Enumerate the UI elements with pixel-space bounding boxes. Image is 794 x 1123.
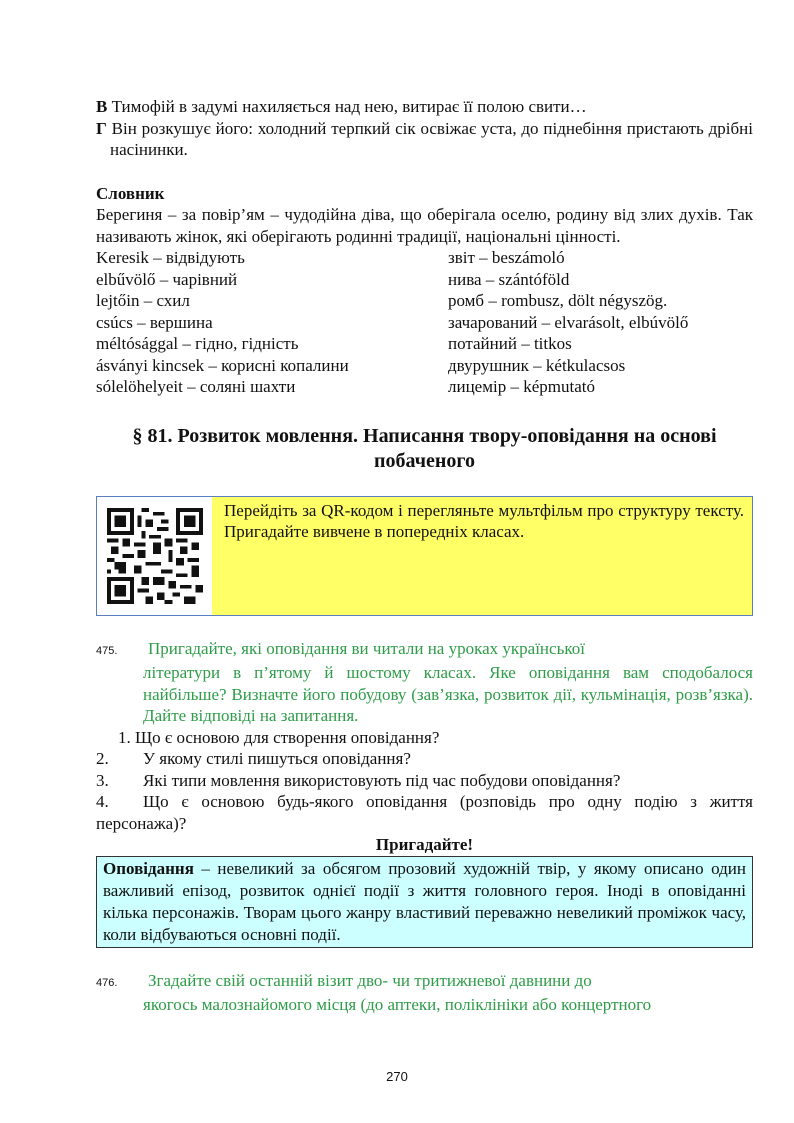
dict-right-item: ромб – rombusz, dölt négyszög. — [448, 291, 668, 310]
task-text-first: Пригадайте, які оповідання ви читали на уроках української — [148, 638, 585, 658]
question-number: 4. — [96, 792, 109, 811]
dict-right-item: зачарований – elvarásolt, elbúvölő — [448, 312, 689, 332]
question-number: 3. — [96, 770, 109, 790]
question-item — [96, 748, 753, 770]
qr-code-icon — [107, 504, 203, 608]
option-v — [96, 96, 753, 118]
task-number: 476. — [96, 976, 118, 989]
task-text-first: Згадайте свій останній візит дво- чи тритижневої давнини до — [148, 970, 592, 990]
task-text-rest: якогось малознайомого місця (до аптеки, поліклініки або концертного — [143, 995, 652, 1014]
option-text: Тимофій в задумі нахиляється над нею, витирає її полою свити… — [107, 97, 587, 116]
dict-right-item: двурушник – kétkulacsos — [448, 355, 626, 375]
dict-left-item: lejtőin – схил — [96, 291, 190, 310]
question-number: 2. — [96, 749, 109, 768]
qr-code[interactable] — [97, 497, 212, 615]
dict-left-item: sólelöhelyeit – соляні шахти — [96, 377, 296, 396]
remember-title: Пригадайте! — [375, 835, 474, 854]
task-text-rest: літератури в п’ятому й шостому класах. Яке оповідання вам сподобалося найбільше? Визначте його побудову (зав’язка, розвиток дії, кульмінація, розв’язка). Дайте відповіді на запитання. — [143, 663, 753, 725]
dict-right-item: лицемір – képmutató — [448, 377, 595, 396]
dict-right-item: потайний – titkos — [448, 334, 572, 353]
section-title: § 81. Розвиток мовлення. Написання твору-оповідання на основі побаченого — [132, 424, 717, 472]
qr-callout — [96, 496, 753, 616]
dict-left-item: elbűvölő – чарівний — [96, 269, 238, 289]
remember-term: Оповідання — [103, 858, 194, 878]
question-item — [96, 770, 753, 792]
question-text: Що є основою будь-якого оповідання (розповідь про одну подію з життя персонажа)? — [96, 792, 753, 833]
page-content — [96, 96, 753, 1016]
dict-left-item: csúcs – вершина — [96, 312, 213, 332]
dict-right-item: нива – szántóföld — [448, 269, 570, 289]
option-text: Він розкушує його: холодний терпкий сік освіжає уста, до піднебіння пристають дрібні насінинки. — [106, 118, 753, 159]
task-number: 475. — [96, 644, 118, 657]
dict-right-item: звіт – beszámoló — [448, 248, 565, 267]
option-g — [96, 118, 753, 161]
dictionary-title: Словник — [96, 183, 165, 203]
task-475 — [96, 638, 753, 727]
dict-left-item: méltósággal – гідно, гідність — [96, 334, 299, 353]
remember-box — [96, 856, 753, 948]
dictionary-pairs — [96, 247, 753, 398]
dictionary-definition: Берегиня – за повір’ям – чудодійна діва, що оберігала оселю, родину від злих духів. Так називають жінок, які оберігають родинні традиції, національні цінності. — [96, 205, 753, 246]
option-letter: В — [96, 97, 108, 116]
qr-instruction: Перейдіть за QR-кодом і перегляньте мультфільм про структуру тексту. Пригадайте вивчене в попередніх класах. — [224, 500, 744, 541]
option-letter: Г — [96, 118, 107, 138]
question-item — [96, 727, 753, 749]
questions-list — [96, 727, 753, 835]
question-text: Які типи мовлення використовують під час побудови оповідання? — [143, 770, 621, 790]
remember-text: – невеликий за обсягом прозовий художній твір, у якому описано один важливий епізод, розвиток однієї події з життя головного героя. Іноді в оповіданні кілька персонажів. Творам цього жанру властивий переважно невеликий проміжок часу, коли відбуваються основні події. — [103, 858, 746, 944]
question-text: Що є основою для створення оповідання? — [135, 727, 440, 747]
dict-left-item: ásványi kincsek – корисні копалини — [96, 355, 349, 375]
task-476 — [96, 970, 753, 1016]
page-number: 270 — [386, 1069, 408, 1084]
question-number: 1. — [118, 727, 131, 747]
question-text: У якому стилі пишуться оповідання? — [143, 749, 411, 768]
question-item — [96, 791, 753, 834]
dict-left-item: Keresik – відвідують — [96, 248, 245, 267]
